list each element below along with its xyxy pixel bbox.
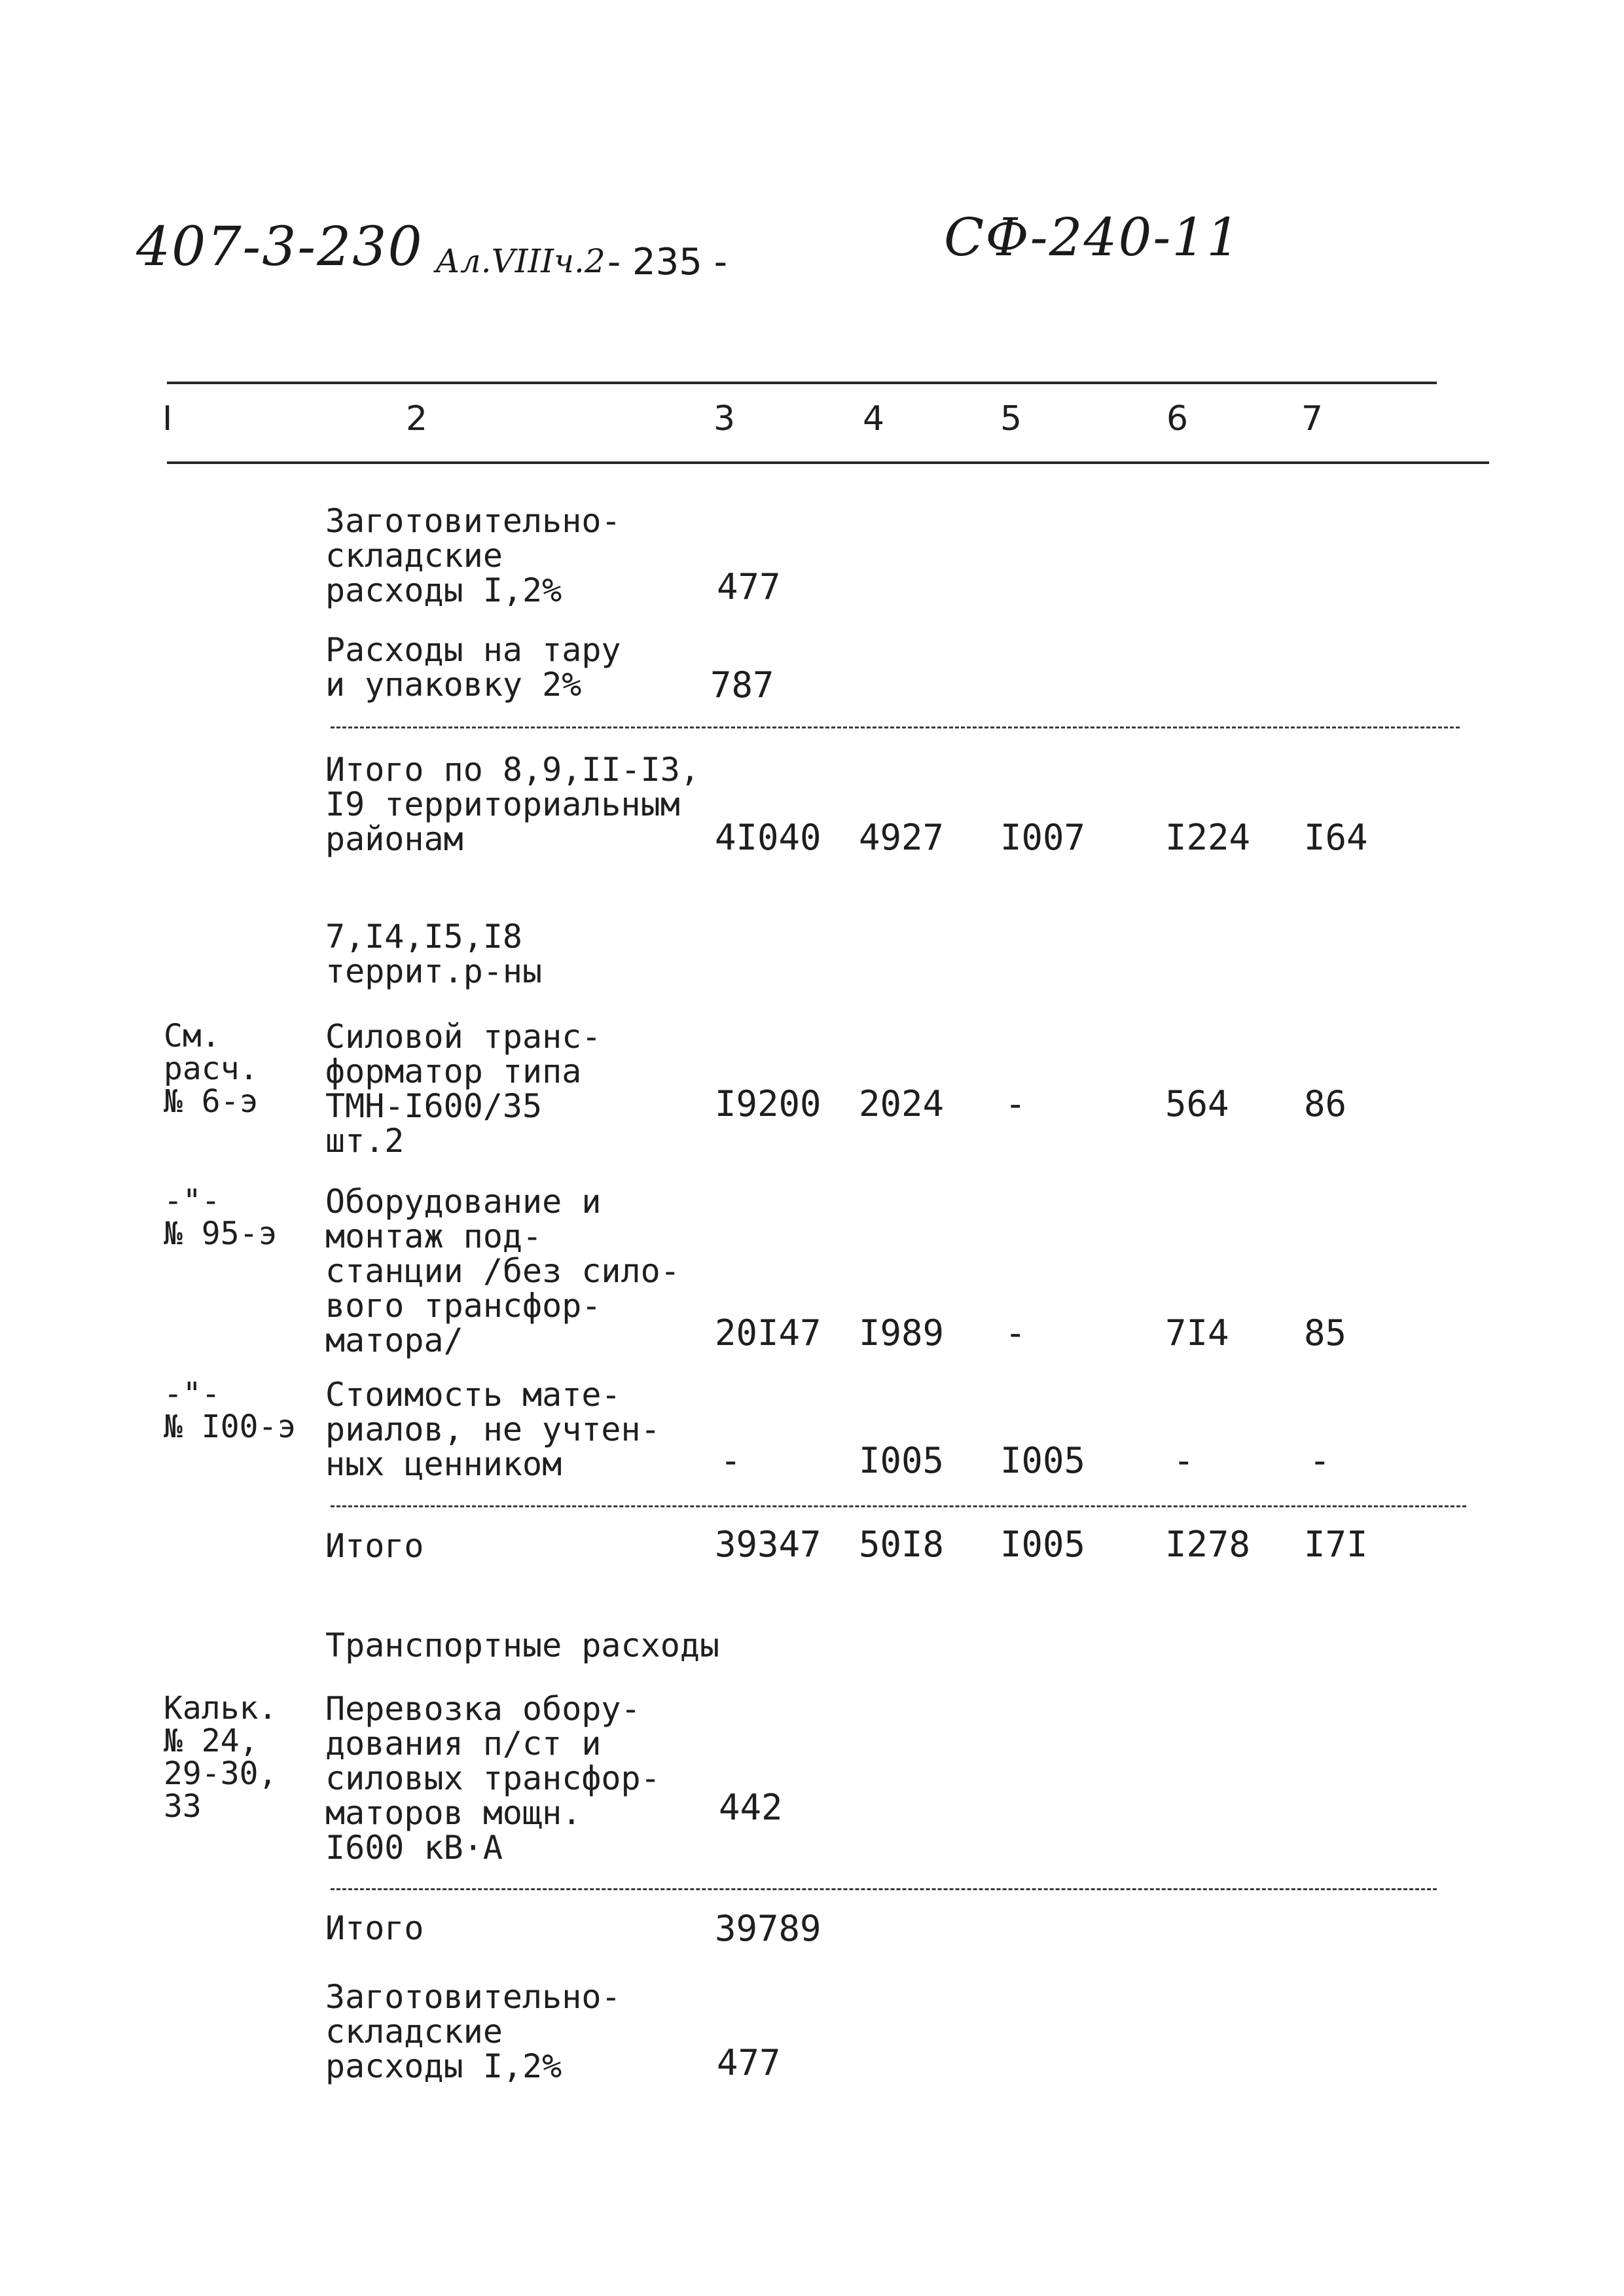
row-value-col3: 4I040: [715, 817, 821, 858]
row-value-col4: I989: [859, 1312, 945, 1354]
row-value-col3: 39347: [715, 1524, 821, 1565]
column-header-4: 4: [863, 399, 885, 439]
row-value-col5: -: [1005, 1083, 1026, 1124]
document-code: СФ-240-11: [944, 207, 1242, 268]
row-reference: См. расч. № 6-э: [164, 1018, 259, 1120]
row-reference: -"- № 95-э: [164, 1183, 278, 1252]
row-reference: -"- № I00-э: [164, 1376, 297, 1445]
row-value-col7: -: [1309, 1440, 1331, 1481]
row-description: Заготовительно- складские расходы I,2%: [325, 1978, 621, 2085]
row-value-col4: 4927: [859, 817, 945, 858]
column-header-1: I: [162, 399, 173, 439]
row-description: Расходы на тару и упаковку 2%: [325, 631, 621, 704]
row-value-col5: I005: [1000, 1440, 1086, 1481]
column-header-7: 7: [1301, 399, 1324, 439]
section-heading: Транспортные расходы: [325, 1626, 720, 1664]
column-header-5: 5: [1000, 399, 1022, 439]
column-header-6: 6: [1166, 399, 1189, 439]
table-header-bottom-rule: [167, 461, 1489, 464]
row-reference: Кальк. № 24, 29-30, 33: [164, 1690, 278, 1825]
row-description: Итого: [325, 1527, 424, 1565]
row-description: Оборудование и монтаж под- станции /без сило- вого трансфор- матора/: [325, 1183, 680, 1359]
row-value-col7: 86: [1304, 1083, 1347, 1124]
row-value-col7: I7I: [1304, 1524, 1368, 1565]
row-value-col7: 85: [1304, 1312, 1347, 1354]
document-number: 407-3-230: [136, 216, 424, 278]
row-description: 7,I4,I5,I8 террит.р-ны: [325, 918, 543, 990]
table-top-rule: [167, 382, 1437, 384]
row-value-col3: 477: [717, 566, 781, 607]
row-description: Итого по 8,9,II-I3, I9 территориальным районам: [325, 751, 700, 858]
subtotal-rule: [331, 1505, 1466, 1507]
row-value-col6: 7I4: [1165, 1312, 1229, 1354]
row-description: Заготовительно- складские расходы I,2%: [325, 502, 621, 609]
row-value-col3: 477: [717, 2042, 781, 2083]
column-header-2: 2: [406, 399, 428, 439]
row-value-col7: I64: [1304, 817, 1368, 858]
row-value-col5: I005: [1000, 1524, 1086, 1565]
row-value-col3: 20I47: [715, 1312, 821, 1354]
row-value-col5: -: [1005, 1312, 1026, 1354]
row-value-col6: -: [1173, 1440, 1195, 1481]
column-header-3: 3: [713, 399, 736, 439]
row-value-col6: I224: [1165, 817, 1251, 858]
row-description: Стоимость мате- риалов, не учтен- ных ценником: [325, 1376, 660, 1483]
row-value-col5: I007: [1000, 817, 1086, 858]
row-value-col3: 39789: [715, 1908, 821, 1949]
row-value-col4: 2024: [859, 1083, 945, 1124]
row-value-col6: 564: [1165, 1083, 1229, 1124]
page-number: - 235 -: [607, 241, 727, 283]
subtotal-rule: [331, 726, 1460, 728]
row-value-col6: I278: [1165, 1524, 1251, 1565]
row-description: Силовой транс- форматор типа ТМН-I600/35 шт.2: [325, 1018, 602, 1160]
album-reference: Ал.VIIIч.2: [435, 242, 605, 280]
row-value-col3: 442: [719, 1787, 783, 1828]
subtotal-rule: [331, 1888, 1437, 1890]
row-value-col3: 787: [710, 664, 774, 706]
row-description: Итого: [325, 1909, 424, 1947]
row-value-col4: 50I8: [859, 1524, 945, 1565]
row-value-col4: I005: [859, 1440, 945, 1481]
row-description: Перевозка обору- дования п/ст и силовых трансфор- маторов мощн. I600 кВ·А: [325, 1690, 660, 1867]
row-value-col3: -: [720, 1440, 742, 1481]
row-value-col3: I9200: [715, 1083, 821, 1124]
